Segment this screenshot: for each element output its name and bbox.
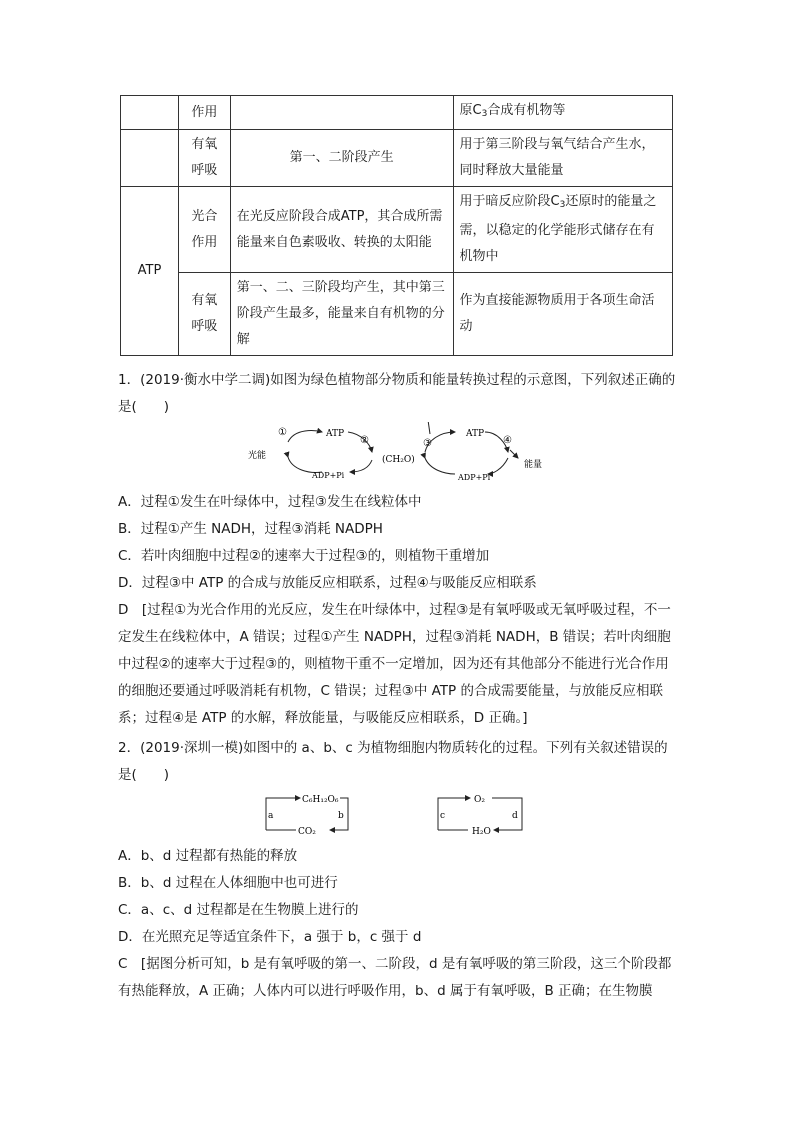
cell-text: 合成有机物等 — [487, 103, 566, 118]
step-4-marker: ④ — [503, 435, 512, 446]
option-d: D．在光照充足等适宜条件下，a 强于 b，c 强于 d — [118, 929, 422, 945]
table-cell: 光合作用 — [178, 187, 230, 273]
atp-label-2: ATP — [466, 429, 485, 439]
table-row — [121, 96, 673, 130]
table-row-header: ATP — [121, 187, 179, 356]
table-cell: 作用 — [178, 96, 230, 130]
table-cell: 有氧呼吸 — [178, 130, 230, 187]
option-a: A．过程①发生在叶绿体中，过程③发生在线粒体中 — [118, 494, 422, 510]
glucose-label: C₆H₁₂O₆ — [302, 795, 339, 805]
atp-table — [120, 95, 673, 356]
option-b: B．过程①产生 NADH，过程③消耗 NADPH — [118, 521, 383, 537]
process-b-label: b — [338, 811, 344, 821]
glucose-cycle-diagram — [258, 790, 358, 844]
option-c: C．a、c、d 过程都是在生物膜上进行的 — [118, 902, 359, 918]
cell-text: 原C — [459, 103, 482, 118]
ch2o-label: (CH₂O) — [382, 455, 415, 465]
table-cell: 在光反应阶段合成ATP，其合成所需能量来自色素吸收、转换的太阳能 — [230, 187, 453, 273]
option-c: C．若叶肉细胞中过程②的速率大于过程③的，则植物干重增加 — [118, 548, 490, 564]
table-cell: 用于第三阶段与氧气结合产生水，同时释放大量能量 — [453, 130, 672, 187]
option-d: D．过程③中 ATP 的合成与放能反应相联系，过程④与吸能反应相联系 — [118, 575, 537, 591]
step-1-marker: ① — [278, 427, 287, 438]
question-1-stem: 1．(2019·衡水中学二调)如图为绿色植物部分物质和能量转换过程的示意图，下列叙述正确的是( ) — [118, 372, 676, 415]
answer-explanation: D [过程①为光合作用的光反应，发生在叶绿体中，过程③是有氧呼吸或无氧呼吸过程，不一定发生在线粒体中，A 错误；过程①产生 NADPH，过程③消耗 NADH，B 错误；若叶肉细胞中过程②的速率大于过程③的，则植物干重不一定增加，因为还有其他部分不能进行光合作用的细胞还要通过呼吸消耗有机物，C 错误；过程③中 ATP 的合成需要能量，与放能反应相联系；过程④是 ATP 的水解，释放能量，与吸能反应相联系，D 正确。] — [118, 602, 671, 726]
table-row — [121, 187, 673, 273]
option-b: B．b、d 过程在人体细胞中也可进行 — [118, 875, 338, 891]
cell-text: 还原时的能量之需，以稳定的化学能形式储存在有机物中 — [459, 194, 657, 264]
question-1-options — [118, 489, 678, 732]
step-3-marker: ③ — [423, 438, 432, 449]
process-d-label: d — [512, 811, 518, 821]
energy-label: 能量 — [524, 460, 543, 470]
table-cell — [121, 130, 179, 187]
table-row — [121, 130, 673, 187]
question-2-options — [118, 843, 678, 1005]
table-cell: 第一、二阶段产生 — [230, 130, 453, 187]
water-cycle-diagram — [432, 790, 532, 844]
atp-label: ATP — [326, 429, 345, 439]
table-cell: 作为直接能源物质用于各项生命活动 — [453, 273, 672, 356]
process-c-label: c — [440, 811, 446, 821]
light-energy-label: 光能 — [248, 451, 267, 461]
adp-label: ADP+Pi — [312, 471, 345, 480]
adp-label-2: ADP+Pi — [458, 473, 491, 482]
o2-label: O₂ — [474, 795, 485, 805]
cell-text: 用于暗反应阶段C — [459, 194, 560, 209]
step-2-marker: ② — [360, 435, 369, 446]
question-2-stem: 2．(2019·深圳一模)如图中的 a、b、c 为植物细胞内物质转化的过程。下列有关叙述错误的是( ) — [118, 740, 668, 783]
subscript: 3 — [559, 200, 566, 210]
table-cell: 第一、二、三阶段均产生，其中第三阶段产生最多，能量来自有机物的分解 — [230, 273, 453, 356]
answer-explanation: C [据图分析可知，b 是有氧呼吸的第一、二阶段，d 是有氧呼吸的第三阶段，这三个阶段都有热能释放，A 正确；人体内可以进行呼吸作用，b、d 属于有氧呼吸，B 正确；在生物膜 — [118, 956, 672, 999]
table-cell — [121, 96, 179, 130]
subscript: 3 — [481, 109, 488, 119]
energy-conversion-diagram — [240, 422, 560, 486]
table-cell — [453, 96, 672, 130]
h2o-label: H₂O — [472, 827, 491, 837]
table-row — [121, 273, 673, 356]
option-a: A．b、d 过程都有热能的释放 — [118, 848, 298, 864]
table-cell — [453, 187, 672, 273]
table-cell: 有氧呼吸 — [178, 273, 230, 356]
table-cell — [230, 96, 453, 130]
co2-label: CO₂ — [298, 827, 316, 837]
process-a-label: a — [268, 811, 274, 821]
